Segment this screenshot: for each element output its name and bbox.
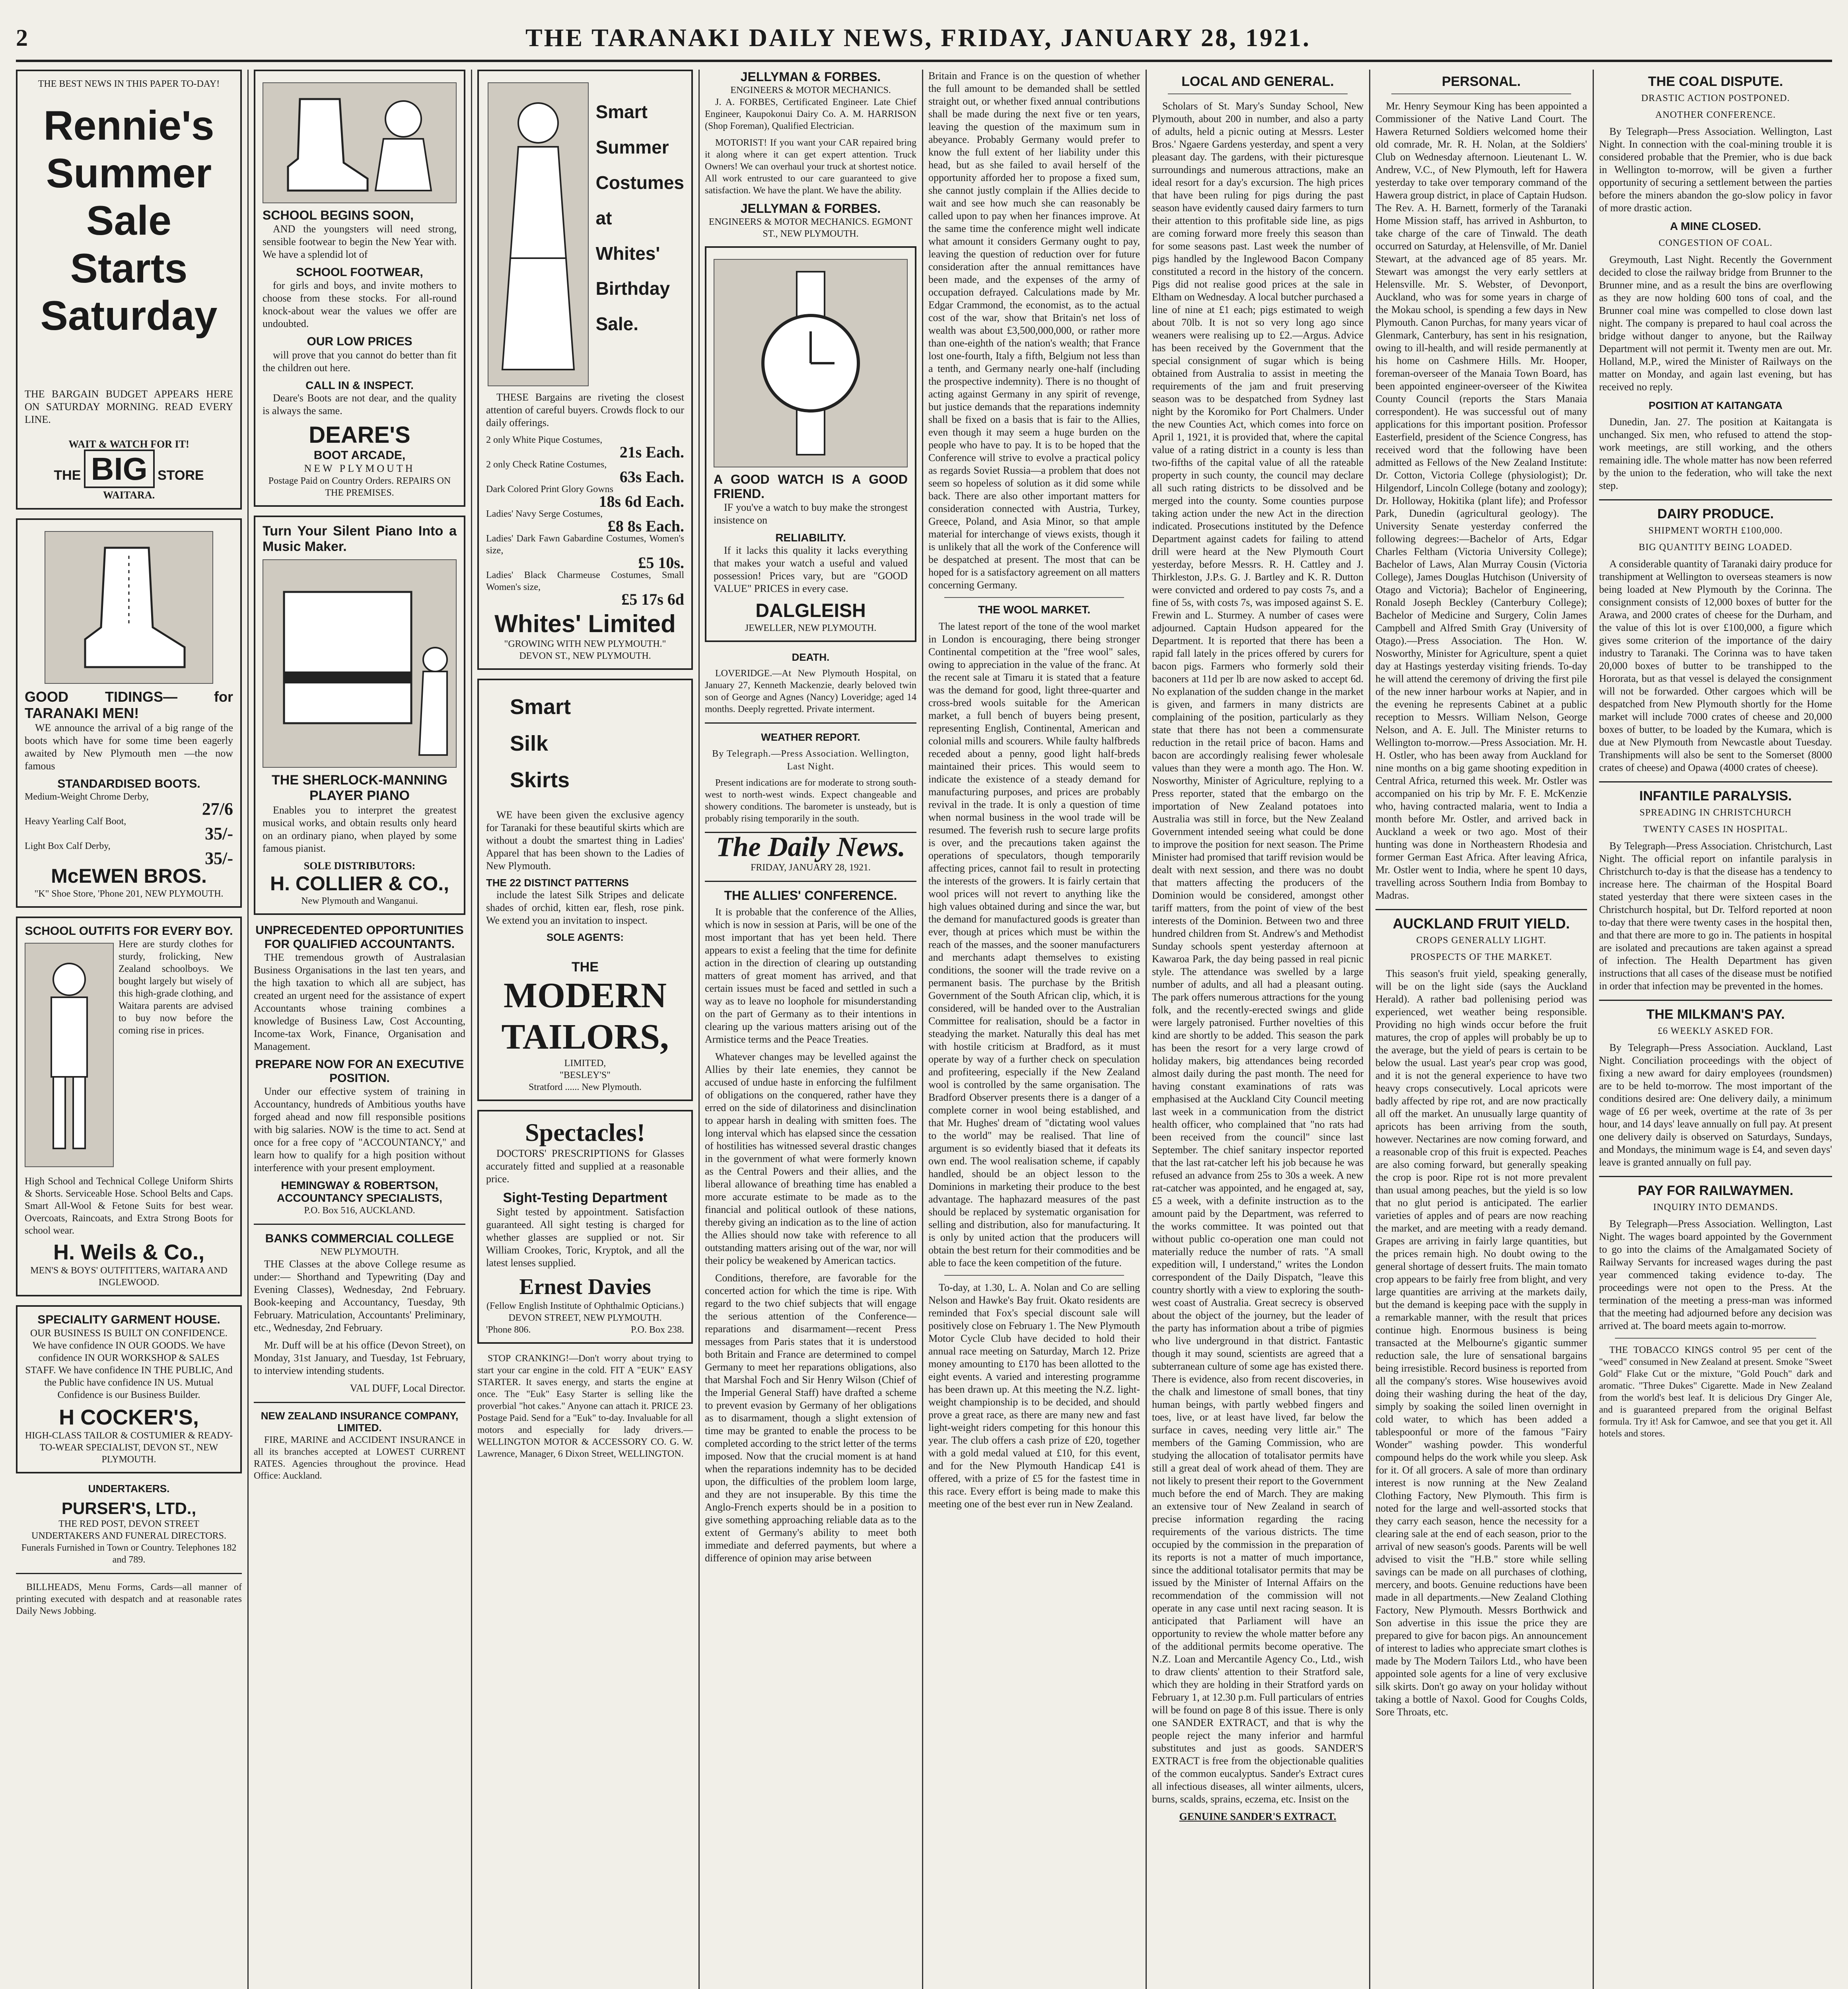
ad-big-store: THE BEST NEWS IN THIS PAPER TO-DAY! Rennie's Summer Sale Starts Saturday THE BARGAIN BUDGET APPEARS HERE ON SATURDAY MORNING. READ EVERY LINE. WAIT & WATCH FOR IT! THE BIG STORE WAITARA. xyxy=(16,70,242,510)
ad-weils: SCHOOL OUTFITS FOR EVERY BOY. Here are sturdy clothes for sturdy, frolicking, New Zealand schoolboys. We bought largely but wisely of this high-grade clothing, and Waitara parents are advised to buy now before the coming rise in prices. High School and Technical College Uniform Shirts & Shorts. Serviceable Hose. School Belts and Caps. Smart All-Wool & Fetone Suits for best wear. Overcoats, Raincoats, and Extra Strong Boots for school wear. H. Weils & Co., MEN'S & BOYS' OUTFITTERS, WAITARA AND INGLEWOOD. xyxy=(16,917,242,1297)
ad-banks-college: BANKS COMMERCIAL COLLEGE NEW PLYMOUTH. THE Classes at the above College resume as under:— Shorthand and Typewriting (Day and Evening Classes), Wednesday, 2nd February. Book-keeping and Accountancy, Tuesday, 9th February. Matriculation, Accountants' Preliminary, etc., Wednesday, 2nd February. Mr. Duff will be at his office (Devon Street), on Monday, 31st January, and Tuesday, 1st February, to interview intending students. VAL DUFF, Local Director. xyxy=(254,1232,465,1394)
column-7: PERSONAL. Mr. Henry Seymour King has been appointed a Commissioner of the Native Land Court. The Hawera Returned Soldiers welcomed home their old comrade, Mr. R. H. Nolan, at the Soldiers' Club on Wednesday afternoon. Lieutenant L. W. Andrew, V.C., of New Plymouth, left for Hawera yesterday to take over temporary command of the Hawera group district, in place of Captain Hudson. The Rev. A. H. Barnett, formerly of the Taranaki Home Mission staff, has arrived in Ashburton, to take charge of the care of Tinwald. The death occurred on Saturday, at Helensville, of Mr. Daniel Stewart, at the advanced age of 85 years. Mr. Stewart was amongst the very early settlers at Helensville. Mr. S. Webster, of Devonport, Auckland, who was for some years in charge of the Mokau school, is spending a few days in New Plymouth. Canon Purchas, for many years vicar of Glenmark, Canterbury, has sent in his resignation, owing to ill-health, and will reside permanently at his home on Cashmere Hills. Mr. Hooper, foreman-overseer of the Manaia Town Board, has been appointed engineer-overseer of the Kiwitea County Council (reports the Stars Manaia correspondent). He was successful out of many applications for this important position. Professor Easterfield, president of the Science Congress, has received word that the following have been admitted as Fellows of the New Zealand Institute: Dr. Cotton, Victoria College (physiologist); Dr. Hilgendorf, Lincoln College (botany and zoology); Dr. Holloway, Hokitika (plant life); and Professor Park, Dunedin (agricultural geology). The University Senate yesterday conferred the following degrees:—Bachelor of Arts, Edgar Charles Feltham (Victoria University College); Bachelor of Laws, Alan Murray Cousin (Victoria College), James Douglas Hutchison (University of Otago and Victoria); Bachelor of Engineering, Ronald Joseph Beckley (Canterbury College); Bachelor of Medicine and Surgery, Colin James Campbell and Alfred Smith Gray (University of Otago).—Press Association. The Hon. W. Nosworthy, Minister for Agriculture, spent a quiet day at Hastings yesterday visiting friends. To-day he will attend the ceremony of driving the first pile of the new inner harbour works at Napier, and in the evening he represents Cabinet at a public reception to Messrs. William Nelson, George Nelson, and A. E. Jull. The Minister returns to Wellington to-morrow.—Press Association. Mr. H. H. Ostler, who has been away from Auckland for nine months on a big game shooting expedition in Central Africa, returned this week. Mr. Ostler was accompanied on his trip by Mr. F. E. McKenzie who, having contracted malaria, went to India a month before Mr. Ostler, and arrived back in Auckland a week or two ago. Most of their hunting was done in Northeastern Rhodesia and former German East Africa. After leaving Africa, Mr. Ostler went to India, where he spent 10 days, travelling across Southern India from Bombay to Madras. AUCKLAND FRUIT YIELD. CROPS GENERALLY LIGHT. PROSPECTS OF THE MARKET. This season's fruit yield, speaking generally, will be on the light side (says the Auckland Herald). A rather bad pollenising period was experienced, wet weather being responsible. Providing no high winds occur before the fruit matures, the crop of apples will probably be up to the average, but the yield of pears is certain to be below the usual. Last year's pear crop was good, and it is not the general experience to have two heavy crops consecutively. Local apricots were badly affected by ripe rot, and are now practically all off the market. An unusually large quantity of apricots has been arriving from the south, however. Nectarines are now coming forward, and a reasonable crop of this fruit is expected. Peaches are also coming forward, but generally speaking the crop is poor. Ripe rot is not more prevalent than usual among peaches, but the yield is so low that no glut period is anticipated. The earlier varieties of apples and of pears are now reaching the market, and are meeting with a ready demand. Grapes are arriving in fairly large quantities, but the prices remain high. No doubt owing to the general shortage of dessert fruits. The main tomato crop appears to be fairly free from blight, and very large quantities are arriving at the markets daily, but the demand is keeping pace with the supply in a remarkable manner, with the result that prices continue high. Enormous business is being transacted at the Melbourne's gigantic summer reduction sale, the lure of sensational bargains being irresistible. Record business is reported from all the company's stores. Wise housewives avoid doing their washing during the heat of the day, simply by soaking the soiled linen overnight in cold water, to which has been added a tablespoonful or more of the famous "Fairy Wonder" washing powder. This wonderful compound helps do the work while you sleep. Ask for it. Of all grocers. A sale of more than ordinary interest is now running at the New Zealand Clothing Factory, New Plymouth. This firm is noted for the large and well-assorted stocks that they carry each season, hence the necessity for a clearing sale at the end of each season, prior to the arrival of new season's goods. Parents will be well advised to visit the "H.B." store while selling savings can be made on all purchases of clothing, mercery, and boots. Genuine reductions have been made in all departments.—New Zealand Clothing Factory, New Plymouth. Messrs Borthwick and Son advertise in this issue the price they are prepared to give for bacon pigs. An announcement of interest to ladies who appreciate smart clothes is made by The Modern Tailors Ltd., who have been appointed sole agents for a line of very exclusive silk skirts. Don't go away on your holiday without taking a bottle of Naxol. Good for Coughs Colds, Sore Throats, etc. xyxy=(1375,74,1587,1718)
ad-jellyman-forbes: JELLYMAN & FORBES. ENGINEERS & MOTOR MECHANICS. J. A. FORBES, Certificated Engineer. Late Chief Engineer, Kaupokonui Dairy Co. A. M. HARRISON (Shop Foreman), Qualified Electrician. MOTORIST! If you want your CAR repaired bring it along where it can get expert attention. Truck Owners! We can overhaul your truck at shortest notice. All work entrusted to our care guaranteed to give satisfaction. We have the plant. We have the ability. JELLYMAN & FORBES. ENGINEERS & MOTOR MECHANICS. EGMONT ST., NEW PLYMOUTH. xyxy=(705,70,916,239)
schoolboy-illustration xyxy=(25,943,114,1167)
ad-ernest-davies: Spectacles! DOCTORS' PRESCRIPTIONS for Glasses accurately fitted and supplied at a reasonable price. Sight-Testing Department Sight tested by appointment. Satisfaction guaranteed. All sight testing is charged for whether glasses are supplied or not. Sir William Crookes, Toric, Kryptok, and all the latest lenses supplied. Ernest Davies (Fellow English Institute of Ophthalmic Opticians.) DEVON STREET, NEW PLYMOUTH. 'Phone 806. P.O. Box 238. xyxy=(477,1110,693,1343)
column-4: JELLYMAN & FORBES. ENGINEERS & MOTOR MECHANICS. J. A. FORBES, Certificated Engineer. Late Chief Engineer, Kaupokonui Dairy Co. A. M. HARRISON (Shop Foreman), Qualified Electrician. MOTORIST! If you want your CAR repaired bring it along where it can get expert attention. Truck Owners! We can overhaul your truck at shortest notice. All work entrusted to our care guaranteed to give satisfaction. We have the plant. We have the ability. JELLYMAN & FORBES. ENGINEERS & MOTOR MECHANICS. EGMONT ST., NEW PLYMOUTH. A GOOD WATCH IS A GOOD FRIEND. IF you've a watch to buy make the strongest insistence on RELIABILITY. If it lacks this quality it lacks everything that makes your watch a useful and valued possession! Prices vary, but are "GOOD VALUE" PRICES in every case. DALGLEISH JEWELLER, NEW PLYMOUTH. DEATH. LOVERIDGE.—At New Plymouth Hospital, on January 27, Kenneth Mackenzie, dearly beloved twin son of George and Agnes (Nancy) Loveridge; aged 14 months. Deeply regretted. Private interment. WEATHER REPORT. By Telegraph.—Press Association. Wellington, Last Night. Present indications are for moderate to strong south-west to north-west winds. Expect changeable and showery conditions. The barometer is unsteady, but is probably rising temporarily in the south. The Daily News. FRIDAY, JANUARY 28, 1921. THE ALLIES' CONFERENCE. It is probable that the conference of the Allies, which is now in session at Paris, will be one of the most important that has yet been held. There appears to exist a feeling that the time for definite action in the direction of clearing up outstanding matters of great moment has arrived, and that certain issues must be faced and settled in such a way as to leave no loophole for misunderstanding on the part of Germany as to their intentions in clearing up the various matters arising out of the Armistice terms and the Peace Treaties. Whatever changes may be levelled against the Allies by their late enemies, they cannot be accused of undue haste in enforcing the fulfilment of obligations on the conquered, rather have they erred on the side of dilatoriness and disinclination to appear harsh in dealing with smitten foes. The long interval which has elapsed since the cessation of hostilities has witnessed several drastic changes in the government of what were formerly known as the Central Powers and their allies, and the liberal allowance of breathing time has enabled a more accurate estimate to be made as to the financial and political outlook of these nations, thereby giving an indication as to the line of action the Allies should now take with reference to all outstanding matters arising out of the war, nor will their policy be weakened by American tactics. Conditions, therefore, are favorable for the concerted action for which the time is ripe. With regard to the two chief subjects that will engage the serious attention of the Conference—reparations and disarmament—recent Press messages from Paris states that it is understood both Britain and France are determined to compel Germany to meet her reparations obligations, also that Marshal Foch and Sir Henry Wilson (Chief of the Imperial General Staff) have drafted a scheme to prevent evasion by Germany of her obligations as to disarmament, though a slight extension of time may be granted to enable the process to be completed according to the strict letter of the terms imposed. Now that the crucial moment is at hand when the reparations indemnity has to be decided upon, the difficulties of the problem loom large, and they are not insuperable. By this time the Anglo-French experts should be in a position to give something approaching reliable data as to the extent of Germany's ability to meet both immediate and deferred payments, but where a difference of opinion may arise between xyxy=(705,70,916,1564)
column-6: LOCAL AND GENERAL. Scholars of St. Mary's Sunday School, New Plymouth, about 200 in number, and also a party of adults, held a picnic outing at Messrs. Lester Bros.' Ngaere Gardens yesterday, and spent a very pleasant day. The gardens, with their picturesque surroundings and numerous attractions, make an ideal resort for a day's excursion. The high prices that have been ruling for pigs during the past season have evidently caused dairy farmers to turn their attention to this profitable side line, as pigs are coming forward more freely this season than for some seasons past. Last week the number of pigs handled by the Inglewood Bacon Company constituted a record in the history of the concern. Pigs did not realise good prices at the sale in Eltham on Wednesday. A local butcher purchased a line of nine at £1 each; pigs estimated to weigh about 70lb. It is not so very long ago since weaners were realising up to £2.—Argus. Advice has been received by the Government that the special consignment of sugar which is being obtained from Australia to assist in meeting the requirements of the jam and fruit preserving season was to be despatched from Sydney last night by the Koromiko for Port Chalmers. Under the new Counties Act, which comes into force on April 1, 1921, it is provided that, where the capital value of a rating district in a county is less than two-fifths of the capital value of all the rateable property in such county, the council may declare all such rating districts to be dissolved and be merged into the county. Some counties purpose taking action under the new Act in the direction indicated. Prosecutions instituted by the Defence Department against cadets for failing to attend drill were heard at the New Plymouth Court yesterday, before Messrs. R. H. Cattley and J. Thirkleston, J.P.s. G. J. Bartley and K. R. Dutton were convicted and ordered to pay costs 7s, and a fine of 5s, with costs 7s, was imposed against S. E. Frewin and L. Sturmey. A number of cases were adjourned. Captain Hudson appeared for the Department. It is reported that there has been a rapid fall lately in the prices offered by curers for bacon pigs. Farmers who formerly sold their baconers at 11d per lb are now asked to accept 6d. No explanation of the sudden change in the market is given, and farmers in many districts are complaining of the position, particularly as they state that there has not been a commensurate reduction in the retail price of bacon. Hams and bacon are accordingly realising fewer wholesale values than they were a month ago. The Hon. W. Nosworthy, Minister of Agriculture, replying to a Press reporter, stated that the embargo on the importation of New Zealand potatoes into Australia was still in force, but the New Zealand Government intended seeing what could be done to improve the position for next season. The Prime Minister had promised that tariff revision would be dealt with next session, and there was no doubt that matters affecting the producers of the Dominion would be considered, amongst other tariff matters, from the point of view of the best interests of the Dominion. Between two and three hundred children from St. Andrew's and Methodist Sunday schools spent yesterday afternoon at Kawaroa Park, the day being passed in real picnic style. The attendance was swelled by a large number of adults, and all had a pleasant outing. The park offers numerous attractions for the young folk, and the recently-erected swings and glide were largely patronised. Further novelties of this kind are shortly to be added. This season the park has been the resort for a very large crowd of holiday makers, big attendances being recorded almost daily during the past month. The need for having constant examinations of rats was emphasised at the Auckland City Council meeting last week in a communication from the district health officer, who complained that "no rats had been received from the council" since last September. The chief sanitary inspector reported that the last rat-catcher left his job because he was refused an advance from 25s to 30s a week. A new rat-catcher was appointed, and he engaged at, say, £5 a week, with a definite instruction as to the amount paid by the Department, was referred to the works committee. It was pointed out that without public co-operation one man could not materially reduce the number of rats. "A small expedition will, I understand," writes the London correspondent of the Daily Dispatch, "leave this country shortly with a view to exploring the south-west coast of Australia. Great secrecy is observed about the object of the journey, but the leader of the party has information about a tribe of pigmies who live underground in that district. Fantastic though it may sound, scientists are agreed that a subterranean culture of some age has existed there. There is evidence, also from recent discoveries, in the chalk and limestone of small bones, that tiny human beings, with partly webbed fingers and toes, live, or at least have lived, far below the surface in caves, needing very little air." The members of the Gaming Commission, who are studying the allocation of totalisator permits have still a great deal of work ahead of them. They are not likely to present their report to the Government much before the end of March. They are making an extensive tour of New Zealand in search of precise information regarding the racing requirements of the various districts. The time occupied by the commission in the preparation of its reports is not a matter of much importance, since the additional totalisator permits that may be issued by the Minister of Internal Affairs on the recommendation of the commission will not operate in any case until next racing season. It is anticipated that Parliament will have an opportunity to review the whole matter before any of the additional permits become operative. The N.Z. Loan and Mercantile Agency Co., Ltd., wish to draw clients' attention to their Stratford sale, which they are holding in their Stratford yards on February 1, at 12.30 p.m. Full particulars of entries will be found on page 8 of this issue. There is only one SANDER EXTRACT, and that is why the people reject the many inferior and harmful substitutes and just as goods. SANDER'S EXTRACT is free from the objectionable qualities of the common eucalyptus. Sander's Extract cures all infectious diseases, all winter ailments, ulcers, burns, scalds, sprains, eczema, etc. Insist on the GENUINE SANDER'S EXTRACT. xyxy=(1152,74,1364,1822)
ad-deare: SCHOOL BEGINS SOON, AND the youngsters will need strong, sensible footwear to begin the New Year with. We have a splendid lot of SCHOOL FOOTWEAR, for girls and boys, and invite mothers to choose from these stocks. For all-round knock-about wear the values we offer are undoubted. OUR LOW PRICES will prove that you cannot do better than fit the children out here. CALL IN & INSPECT. Deare's Boots are not dear, and the quality is always the same. DEARE'S BOOT ARCADE, NEW PLYMOUTH Postage Paid on Country Orders. REPAIRS ON THE PREMISES. xyxy=(254,70,465,507)
column-5: Britain and France is on the question of whether the full amount to be demanded shall be settled straight out, or whether fixed annual contributions shall be made during the next five or ten years, leaving the question of the maximum sum in abeyance. Probably Germany would prefer to know the full extent of her liability under this head, but as she failed to avail herself of the opportunity afforded her to propose a fixed sum, she cannot justly complain if the Allies decide to wait and see how much she can reasonably be called upon to pay when her finances improve. At the same time the conference might well indicate what amount it considers Germany ought to pay, leaving the question of reduction over for future consideration after the annual remittances have been made, and the expenses of the army of occupation defrayed. Calculations made by Mr. Edgar Crammond, the economist, as to the actual cost of the war, show that Britain's net loss of wealth was about £3,500,000,000, or rather more than one-eighth of the nation's wealth; that France lost one-fourth, Italy a fifth, Belgium not less than a tenth, and Germany nearly one-half (including the prospective indemnity). There is no thought of acting against Germany in any spirit of revenge, but justice demands that the reparations indemnity shall be fixed on a basis that is fair to the Allies, even though it may seem a huge burden on the people who have to pay. It is to be hoped that the Conference will strive to evolve a practical policy as regards Soviet Russia—a problem that does not seem so hopeless of solution as it did some while back. There are also other important matters for consideration connected with Austria, Turkey, Greece, Poland, and Asia Minor, so that ample material for interchange of views exists, though it is unlikely that all the work of the Conference will be despatched at present. The most that can be hoped for is a satisfactory agreement on all matters concerning Germany. THE WOOL MARKET. The latest report of the tone of the wool market in London is encouraging, there being stronger Continental competition at the "free wool" sales, owing to appreciation in the value of the franc. At the recent sale at Timaru it is stated that a feature was the demand for good, light three-quarter and cross-bred wools suitable for the American market, a full bench of buyers being present, representing English, Continental, American and colonial mills and scourers. While faulty halfbreds receded about a penny, good light half-breds maintained their prices. This would seem to indicate the existence of a steady demand for manufacturing purposes, and prices are probably revival in the trade. It is only a question of time when normal business in the wool trade will be resumed. The feverish rush to secure large profits is over, and the precautions taken against the operations of speculators, though temporarily affecting prices, cannot fail to result in protecting the interests of the growers. It is fairly certain that wool prices will not revert to anything like the high values obtained during and since the war, but the demand for manufactured goods is greater than ever, though at prices which must be within the reach of the masses, and the sooner manufacturers and merchants adapt themselves to existing conditions, the sooner will the trade revive on a permanent basis. The purchase by the British Government of the South African clip, which, it is considered, will be handed over to the Australian Committee for realisation, should be a factor in steadying the market. Naturally this deal has met with hostile criticism at Bradford, as it must operate by way of a further check on speculation and profiteering, especially if the New Zealand wool is controlled by the same organisation. The Bradford Observer presents there is a danger of a complete corner in wool being established, and that Mr. Hughes' dream of "dictating wool values to the world" may be realised. That line of argument is so evidently biased that it defeats its own end. The wool realisation scheme, if capably handled, should be an object lesson to the Dominions in marketing their produce to the best advantage. The haphazard measures of the past should be replaced by systematic organisation for selling and distribution, also for manufacturing. It is only by united action that the producers will obtain the best return for their commodities and be able to face the keen competition of the future. To-day, at 1.30, L. A. Nolan and Co are selling Nelson and Hawke's Bay fruit. Okato residents are reminded that Fox's special discount sale will positively close on February 1. The New Plymouth Motor Cycle Club have decided to hold their annual race meeting on Saturday, March 12. Prize money amounting to £170 has been allotted to the eight events. A varied and interesting programme has been drawn up. At this meeting the N.Z. light-weight championship is to be decided, and should prove a great race, as there are many new and fast light-weight riders competing for this honour this year. The club offers a cash prize of £20, together with a gold medal valued at £10, for this event, and for the New Plymouth Handicap £41 is offered, with a prize of £5 for the fastest time in this race. Every effort is being made to make this meeting one of the best ever run in New Zealand. xyxy=(928,70,1140,1510)
boot-girl-illustration xyxy=(263,82,457,203)
column-3 xyxy=(477,70,693,1989)
column-1 xyxy=(16,70,242,1989)
lady-figure-illustration xyxy=(488,82,589,386)
ad-purser: UNDERTAKERS. PURSER'S, LTD., THE RED POST, DEVON STREET UNDERTAKERS AND FUNERAL DIRECTORS. Funerals Furnished in Town or Country. Telephones 182 and 789. BILLHEADS, Menu Forms, Cards—all manner of printing executed with despatch and at reasonable rates Daily News Jobbing. xyxy=(16,1482,242,1617)
ad-modern-tailors: Smart Silk Skirts WE have been given the exclusive agency for Taranaki for these beautiful skirts which are without a doubt the smartest thing in Ladies' Apparel that has been shown to the Ladies of New Plymouth. THE 22 DISTINCT PATTERNS include the latest Silk Stripes and delicate shades of orchid, kitten ear, flesh, rose pink. We extend you an invitation to inspect. SOLE AGENTS: THE MODERN TAILORS, LIMITED, "BESLEY'S" Stratford ...... New Plymouth. xyxy=(477,679,693,1101)
ad-cocker: SPECIALITY GARMENT HOUSE. OUR BUSINESS IS BUILT ON CONFIDENCE. We have confidence IN OUR GOODS. We have confidence IN OUR WORKSHOP & SALES STAFF. We have confidence IN THE PUBLIC, And the Public have confidence IN US. Mutual Confidence is our Business Builder. H COCKER'S, HIGH-CLASS TAILOR & COSTUMIER & READY-TO-WEAR SPECIALIST, DEVON ST., NEW PLYMOUTH. xyxy=(16,1305,242,1473)
ad-mcewen: GOOD TIDINGS— for TARANAKI MEN! WE announce the arrival of a big range of the boots which have for some time been eagerly awaited by New Plymouth men —the now famous STANDARDISED BOOTS. Medium-Weight Chrome Derby, 27/6 Heavy Yearling Calf Boot, 35/- Light Box Calf Derby, 35/- McEWEN BROS. "K" Shoe Store, 'Phone 201, NEW PLYMOUTH. xyxy=(16,518,242,908)
column-2 xyxy=(254,70,465,1989)
big-store-logo: THE BIG STORE xyxy=(25,463,233,483)
editorial-heading: THE ALLIES' CONFERENCE. xyxy=(724,888,897,903)
running-masthead: THE TARANAKI DAILY NEWS, FRIDAY, JANUARY 28, 1921. xyxy=(525,23,1311,52)
ad-dalgleish: A GOOD WATCH IS A GOOD FRIEND. IF you've a watch to buy make the strongest insistence on RELIABILITY. If it lacks this quality it lacks everything that makes your watch a useful and valued possession! Prices vary, but are "GOOD VALUE" PRICES in every case. DALGLEISH JEWELLER, NEW PLYMOUTH. xyxy=(705,246,916,642)
piano-illustration xyxy=(263,559,457,768)
ad-collier: Turn Your Silent Piano Into a Music Maker. THE SHERLOCK-MANNING PLAYER PIANO Enables you to interpret the greatest musical works, and obtain results only heard on an ordinary piano, when played by some famous pianist. SOLE DISTRIBUTORS: H. COLLIER & CO., New Plymouth and Wanganui. xyxy=(254,516,465,915)
page-header xyxy=(16,16,1832,62)
boot-illustration xyxy=(45,531,213,684)
watch-illustration xyxy=(714,259,908,467)
column-8: THE COAL DISPUTE. DRASTIC ACTION POSTPONED. ANOTHER CONFERENCE. By Telegraph—Press Association. Wellington, Last Night. In connection with the coal-mining trouble it is considered probable that the Premier, who is due back in Wellington to-morrow, will be given a further opportunity of securing a settlement between the parties before the miners abandon the go-slow policy in favor of more drastic action. A MINE CLOSED. CONGESTION OF COAL. Greymouth, Last Night. Recently the Government decided to close the railway bridge from Brunner to the Brunner mine, and as a result the bins are overflowing as they are now holding 600 tons of coal, and the Brunner coal mine was compelled to close down last night. The company is prepared to haul coal across the bridge without danger to anyone, but the Railway Department will not permit it. Twenty men are out. Mr. Holland, M.P., wired the Minister of Railways on the matter on Monday, and again last evening, but has received no reply. POSITION AT KAITANGATA Dunedin, Jan. 27. The position at Kaitangata is unchanged. Six men, who refused to attend the stop-work meetings, are still working, and the others remaining idle. The whole matter has now been referred by the union to the federation, who will take the next step. DAIRY PRODUCE. SHIPMENT WORTH £100,000. BIG QUANTITY BEING LOADED. A considerable quantity of Taranaki dairy produce for transhipment at Wellington to overseas steamers is now being loaded at New Plymouth by the Corinna. The consignment consists of 12,000 boxes of butter for the Arawa, and 2000 crates of cheese for the Durham, and the value of this lot is over £100,000, a figure which gives some criterion of the importance of the dairy industry to Taranaki. The Corinna was to have taken 20,000 boxes of butter to be transhipped to the Hororata, but as that vessel is delayed the consignment will not be forwarded. Other cargoes which will be despatched from New Plymouth shortly for the Home market will include 7000 crates of cheese and 20,000 boxes of butter, to be loaded by the Kumara, which is due at New Plymouth from Newcastle about Tuesday. Transhipments will also be sent to the Somerset (8000 crates of cheese) and Opawa (4000 crates of cheese). INFANTILE PARALYSIS. SPREADING IN CHRISTCHURCH TWENTY CASES IN HOSPITAL. By Telegraph—Press Association. Christchurch, Last Night. The official report on infantile paralysis in Christchurch to-day is that the disease has a tendency to increase here. The chairman of the Hospital Board stated yesterday that there were sixteen cases in the Christchurch hospital, but Dr. Telford reported at noon to-day that there were twenty cases in the hospital then, and that there are more to go in. The patients in hospital are isolated and precautions are taken against a spread of infection. The Health Department has given instructions that all cases of the disease must be notified in order that infection may be prevented in the homes. THE MILKMAN'S PAY. £6 WEEKLY ASKED FOR. By Telegraph—Press Association. Auckland, Last Night. Conciliation proceedings with the object of fixing a new award for dairy employees (roundsmen) are to be held to-morrow. The most important of the conditions desired are: One delivery daily, a minimum wage of £6 per week, overtime at the rate of 3s per hour, and 14 days' leave annually on full pay. At present one delivery daily is observed on Saturdays, Sundays, and Mondays, the minimum wage is £4, and seven days' leave is granted annually on full pay. PAY FOR RAILWAYMEN. INQUIRY INTO DEMANDS. By Telegraph—Press Association. Wellington, Last Night. The wages board appointed by the Government to go into the claims of the Amalgamated Society of Railway Servants for increased wages during the past year commenced taking evidence to-day. The proceedings were not open to the Press. At the termination of the meeting a press-man was informed that the meeting had adjourned before any decision was arrived at. The board meets again to-morrow. THE TOBACCO KINGS control 95 per cent of the "weed" consumed in New Zealand at present. Smoke "Sweet Gold" Flake Cut or the mixture, "Gold Pouch" dark and aromatic. "Three Dukes" Cigarette. Made in New Zealand from the world's best leaf. It is delicious Dry Ginger Ale, and is guaranteed prepared from the original Belfast formula. Try it! Ask for Camwoe, and see that you get it. All hotels and stores. xyxy=(1599,74,1832,1439)
page-number: 2 xyxy=(16,24,28,51)
ad-euk-starter: STOP CRANKING!—Don't worry about trying to start your car engine in the cold. FIT A "EUK" EASY STARTER. It saves energy, and starts the engine at once. The "Euk" Easy Starter is selling like the proverbial "hot cakes." Anyone can attach it. PRICE 23. Postage Paid. Send for a "Euk" to-day. Invaluable for all motors and especially for lady drivers.—WELLINGTON MOTOR & ACCESSORY CO. G. W. Lawrence, Manager, 6 Dixon Street, WELLINGTON. xyxy=(477,1353,693,1459)
ad-hemingway: UNPRECEDENTED OPPORTUNITIES FOR QUALIFIED ACCOUNTANTS. THE tremendous growth of Australasian Business Organisations in the last ten years, and the high taxation to which all are subject, has created an urgent need for the assistance of expert Accountants whose training combines a knowledge of Business Law, Cost Accounting, Income-tax Work, Finance, Organisation and Management. PREPARE NOW FOR AN EXECUTIVE POSITION. Under our effective system of training in Accountancy, hundreds of Ambitious youths have forged ahead and now fill responsible positions with big salaries. NOW is the time to act. Send at once for a free copy of "ACCOUNTANCY," and learn how to qualify for a high position without interference with your present employment. HEMINGWAY & ROBERTSON, ACCOUNTANCY SPECIALISTS, P.O. Box 516, AUCKLAND. xyxy=(254,924,465,1216)
daily-news-masthead: The Daily News. xyxy=(716,831,906,862)
ad-nz-insurance: NEW ZEALAND INSURANCE COMPANY, LIMITED. FIRE, MARINE and ACCIDENT INSURANCE in all its branches accepted at LOWEST CURRENT RATES. Agencies throughout the province. Head Office: Auckland. xyxy=(254,1409,465,1481)
ad-whites: Smart Summer Costumes at Whites' Birthday Sale. THESE Bargains are riveting the closest attention of careful buyers. Crowds flock to our daily offerings. 2 only White Pique Costumes, 21s Each. 2 only Check Ratine Costumes, 63s Each. Dark Colored Print Glory Gowns 18s 6d Each. Ladies' Navy Serge Costumes, £8 8s Each. Ladies' Dark Fawn Gabardine Costumes, Women's size, £5 10s. Ladies' Black Charmeuse Costumes, Small Women's size, £5 17s 6d Whites' Limited "GROWING WITH NEW PLYMOUTH." DEVON ST., NEW PLYMOUTH. xyxy=(477,70,693,670)
